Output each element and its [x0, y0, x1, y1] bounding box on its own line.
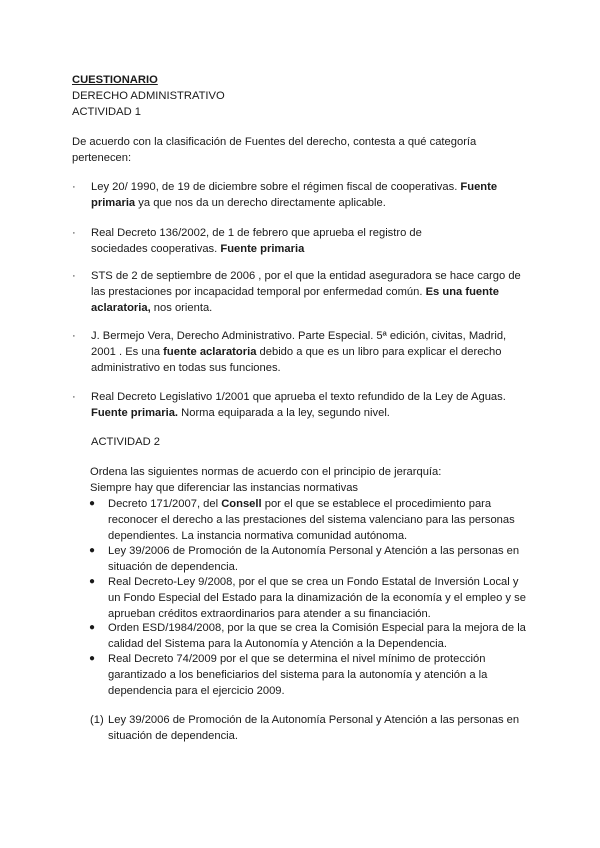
norm-list-item: Real Decreto-Ley 9/2008, por el que se crea un Fondo Estatal de Inversión Local y un Fondo Especial del Estado para la dinamización de la economía y el empleo y se aprueban créditos extraordinarios para atender a su financiación.: [108, 576, 526, 620]
norm-list-item: Ley 39/2006 de Promoción de la Autonomía Personal y Atención a las personas en situación de dependencia.: [108, 545, 520, 573]
source-item: J. Bermejo Vera, Derecho Administrativo. Parte Especial. 5ª edición, civitas, Madrid, 2001 . Es una fuente aclaratoria debido a que es un libro para explicar el derecho administrativo en todas sus funciones.: [91, 330, 507, 374]
norm-list-item: Decreto 171/2007, del Consell por el que se establece el procedimiento para reconocer el derecho a las prestaciones del sistema valenciano para las personas dependientes. La instancia normativa comunidad autónoma.: [108, 498, 515, 542]
source-item: Real Decreto Legislativo 1/2001 que aprueba el texto refundido de la Ley de Aguas. Fuente primaria. Norma equiparada a la ley, segundo nivel.: [91, 391, 506, 419]
norm-list-item: Real Decreto 74/2009 por el que se determina el nivel mínimo de protección garantizado a los beneficiarios del sistema para la autonomía y atención a la dependencia para el ejercicio 2009.: [108, 653, 488, 697]
bullet-icon: ●: [89, 498, 96, 509]
source-item: Real Decreto 136/2002, de 1 de febrero que aprueba el registro de sociedades cooperativas. Fuente primaria: [91, 227, 422, 255]
list-marker: ·: [72, 270, 76, 282]
bullet-icon: ●: [89, 622, 96, 633]
source-item: STS de 2 de septiembre de 2006 , por el que la entidad aseguradora se hace cargo de las prestaciones por incapacidad temporal por enfermedad común. Es una fuente aclaratoria, nos orienta.: [91, 270, 521, 314]
activity-2-note: Siempre hay que diferenciar las instancias normativas: [90, 482, 359, 494]
activity-1-intro: De acuerdo con la clasificación de Fuentes del derecho, contesta a qué categoría pertenecen:: [72, 136, 477, 164]
order-number: (1): [90, 714, 104, 726]
document-title: CUESTIONARIO: [72, 74, 158, 86]
subject-heading: DERECHO ADMINISTRATIVO: [72, 90, 225, 102]
list-marker: ·: [72, 181, 76, 193]
activity-1-heading: ACTIVIDAD 1: [72, 106, 142, 118]
ordered-norm-item: Ley 39/2006 de Promoción de la Autonomía Personal y Atención a las personas en situación de dependencia.: [108, 714, 520, 742]
activity-2-heading: ACTIVIDAD 2: [91, 436, 161, 448]
norm-list-item: Orden ESD/1984/2008, por la que se crea la Comisión Especial para la mejora de la calidad del Sistema para la Autonomía y Atención a la Dependencia.: [108, 622, 526, 650]
source-item: Ley 20/ 1990, de 19 de diciembre sobre el régimen fiscal de cooperativas. Fuente primaria ya que nos da un derecho directamente aplicable.: [91, 181, 498, 209]
bullet-icon: ●: [89, 653, 96, 664]
bullet-icon: ●: [89, 576, 96, 587]
list-marker: ·: [72, 330, 76, 342]
bullet-icon: ●: [89, 545, 96, 556]
list-marker: ·: [72, 227, 76, 239]
list-marker: ·: [72, 391, 76, 403]
activity-2-instruction: Ordena las siguientes normas de acuerdo con el principio de jerarquía:: [90, 466, 442, 478]
